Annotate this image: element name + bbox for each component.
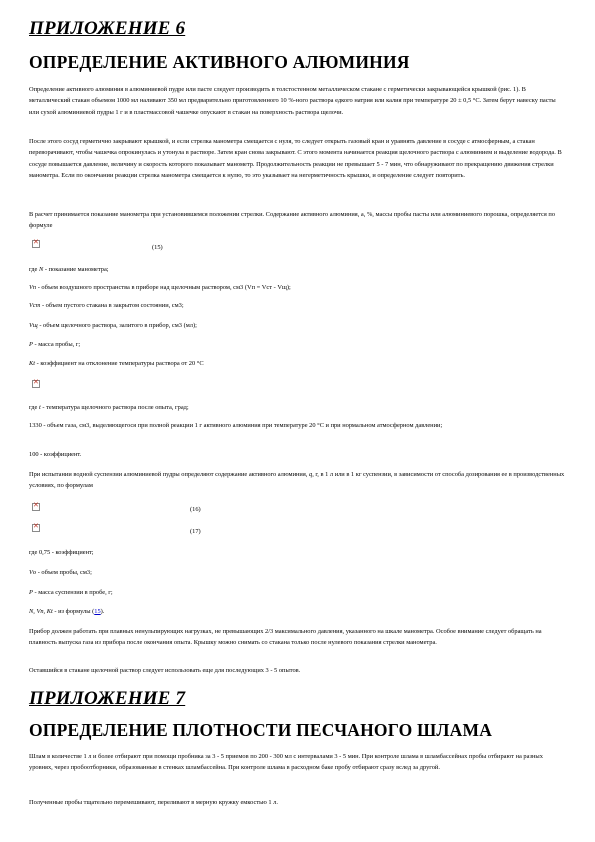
broken-image-icon	[32, 380, 40, 388]
paragraph: После этого сосуд герметично закрывают крышкой, и если стрелка манометра смещается с нуля, то следует открыть газовый кран и уравнять давление в сосуде с атмосферным, а стакан переворачивают, чтобы чашечка опрокинулась и утонула в растворе. Затем кран снова закрывают. С этого момента начинается реакция щелочного раствора с алюминием и выделение водорода. В сосуде повышается давление, величину и скорость которого показывает манометр. Продолжительность реакции не превышает 5 - 7 мин, что обнаруживают по прекращению движения стрелки манометра. Если по окончании реакции стрелка манометра смещается к нулю, то это указывает на негерметичность крышки, и определение следует повторить.	[29, 138, 562, 180]
where-line	[29, 339, 567, 350]
where-line	[29, 264, 567, 275]
where-line: 1330 - объем газа, см3, выделяющегося при полной реакции 1 г активного алюминия при температуре 20 °С и при нормальном атмосферном давлении;	[29, 422, 443, 429]
where-line	[29, 300, 567, 311]
broken-image-icon	[32, 503, 40, 511]
broken-image-icon	[32, 240, 40, 248]
definition: - коэффициент на отклонение температуры раствора от 20 °С	[35, 360, 204, 367]
paragraph: Прибор должен работать при плавных ненульпирующих нагрузках, не превышающих 2/3 максимального давления, указанного на шкале манометра. Особое внимание следует обращать на плавность выпуска газа из прибора после окончания опыта. Крышку можно снимать со стакана только после нулевого показания стрелки манометра.	[29, 628, 542, 647]
paragraph: Оставшийся в стакане щелочной раствор следует использовать еще для последующих 3 - 5 опытов.	[29, 667, 301, 674]
definition: - объем воздушного пространства в приборе над щелочным раствором, см3 (Vп = Vст - Vщ);	[36, 284, 291, 291]
appendix-7-heading: ПРИЛОЖЕНИЕ 7	[29, 688, 186, 709]
equation-number: (15)	[152, 244, 163, 251]
where-line: где 0,75 - коэффициент;	[29, 549, 94, 556]
where-line: N, Vп, Kt - из формулы (15).	[29, 608, 105, 615]
paragraph: Полученные пробы тщательно перемешивают, переливают в мерную кружку емкостью 1 л.	[29, 799, 278, 806]
where-prefix: где	[29, 404, 39, 411]
definition: - масса пробы, г;	[32, 341, 81, 348]
where-line	[29, 402, 567, 413]
symbol: N	[39, 266, 44, 273]
definition: - объем щелочного раствора, залитого в прибор, см3 (мл);	[37, 322, 197, 329]
definition: - показание манометра;	[43, 266, 109, 273]
where-line	[29, 587, 567, 598]
symbol: N, Vп, Kt	[29, 608, 53, 615]
symbol: Kt	[29, 360, 36, 367]
symbol: Vп	[29, 284, 37, 291]
paragraph: Шлам в количестве 1 л и более отбирают при помощи пробника за 3 - 5 приемов по 200 - 300 мл с интервалами 3 - 5 мин. При контроле шлама в шламбассейнах пробы отбирают на разных уровнях, через пробоотборники, образованные в стенках шламбассейна. При контроле шлама в расходном баке пробу отбирают сразу вслед за другой.	[29, 753, 543, 772]
equation-number: (16)	[190, 506, 201, 513]
broken-image-icon	[32, 524, 40, 532]
formula-15-link[interactable]: 15	[94, 608, 101, 615]
appendix-7-title: ОПРЕДЕЛЕНИЕ ПЛОТНОСТИ ПЕСЧАНОГО ШЛАМА	[29, 720, 493, 740]
symbol: P	[29, 589, 33, 596]
where-prefix: где	[29, 266, 39, 273]
definition: - температура щелочного раствора после опыта, град;	[40, 404, 189, 411]
where-line: 100 - коэффициент.	[29, 451, 82, 458]
symbol: Vщ	[29, 322, 38, 329]
definition: - объем пустого стакана в закрытом состоянии, см3;	[40, 302, 184, 309]
symbol: P	[29, 341, 33, 348]
appendix-6-title: ОПРЕДЕЛЕНИЕ АКТИВНОГО АЛЮМИНИЯ	[29, 52, 410, 72]
where-line	[29, 282, 567, 293]
paragraph: При испытании водной суспензии алюминиевой пудры определяют содержание активного алюминия, q, г, в 1 л или в 1 кг суспензии, в зависимости от способа дозирования ее в производственных условиях, по формулам	[29, 471, 565, 490]
symbol: t	[39, 404, 41, 411]
where-line	[29, 358, 567, 369]
symbol: Vо	[29, 569, 37, 576]
appendix-6-heading: ПРИЛОЖЕНИЕ 6	[29, 18, 186, 39]
equation-number: (17)	[190, 528, 201, 535]
paragraph: Определение активного алюминия в алюминиевой пудре или пасте следует производить в толстостенном металлическом стакане с герметически закрывающейся крышкой (рис. 1). В металлический стакан объемом 1000 мл наливают 350 мл предварительно приготовленного 10 %-ного раствора едкого натрия или калия при температуре 20 ± 0,5 °С. Затем берут навеску пасты или сухой алюминиевой пудры 1 г и в пластмассовой чашечке опускают в стакан на поверхность раствора щелочи.	[29, 86, 556, 116]
where-line	[29, 320, 567, 331]
definition: - масса суспензии в пробе, г;	[32, 589, 113, 596]
where-line	[29, 567, 567, 578]
symbol: Vст	[29, 302, 41, 309]
definition: - объем пробы, см3;	[36, 569, 92, 576]
paragraph: В расчет принимается показание манометра при установившемся положении стрелки. Содержание активного алюминия, а, %, массы пробы пасты или алюминиевого порошка, определяется по формуле	[29, 211, 556, 230]
